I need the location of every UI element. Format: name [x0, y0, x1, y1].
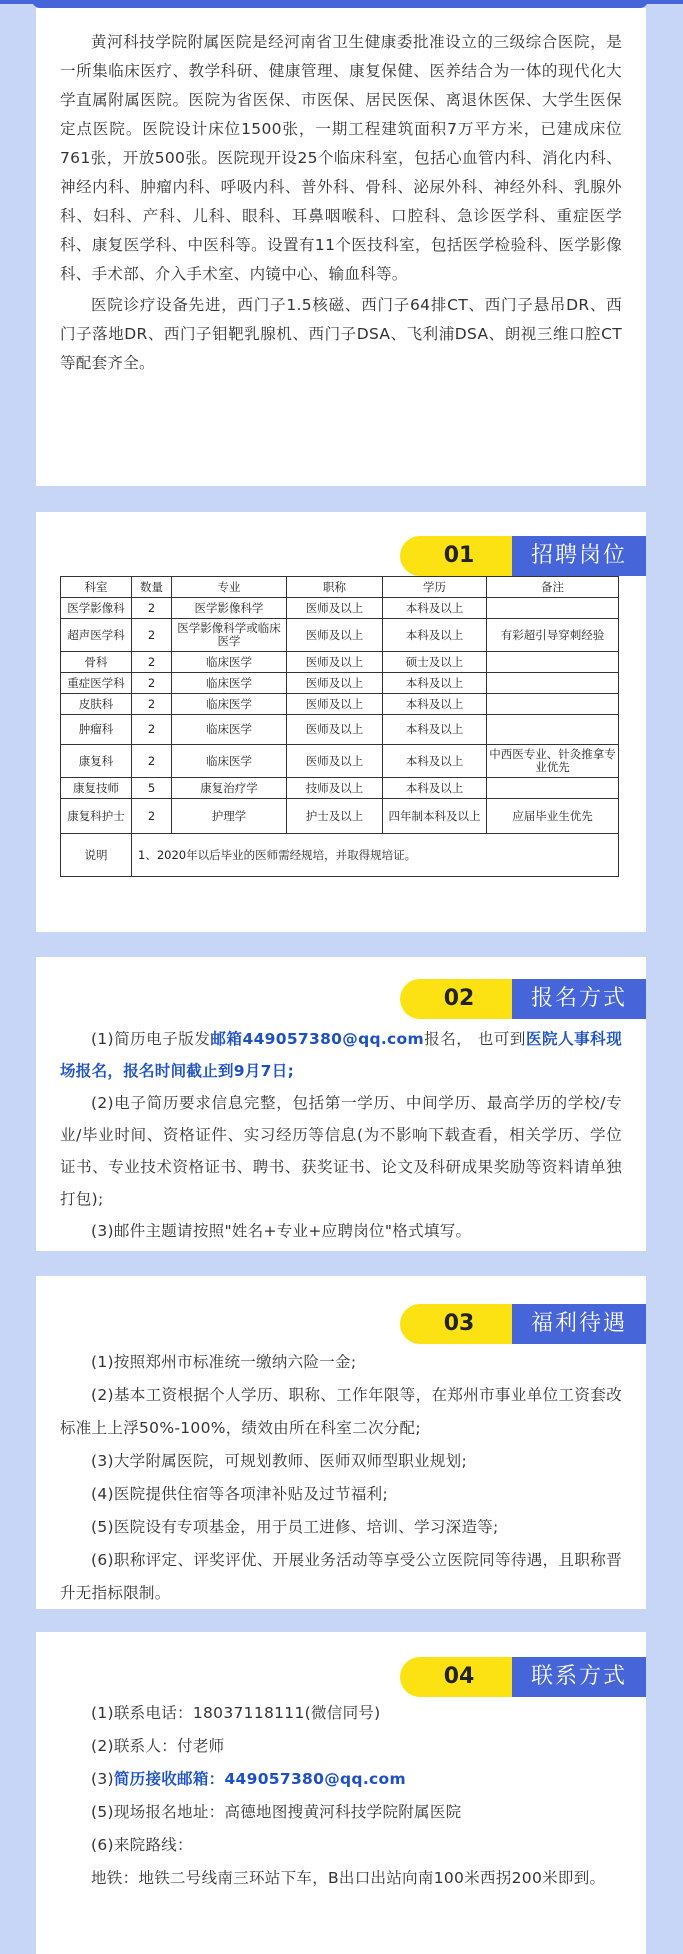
cell-count: 2 [132, 715, 172, 745]
intro-paragraph-2: 医院诊疗设备先进，西门子1.5核磁、西门子64排CT、西门子悬吊DR、西门子落地DR、西门子钼靶乳腺机、西门子DSA、飞利浦DSA、朗视三维口腔CT等配套齐全。 [60, 296, 622, 372]
contact-email-line [60, 1763, 622, 1796]
recruit-card [36, 512, 646, 932]
contact-section-header [36, 1657, 646, 1697]
section-title: 报名方式 [512, 979, 646, 1019]
apply-item-2: (2)电子简历要求信息完整，包括第一学历、中间学历、最高学历的学校/专业/毕业时间、资格证件、实习经历等信息(为不影响下载查看，相关学历、学位证书、专业技术资格证书、聘书、获奖证书、论文及科研成果奖励等资料请单独打包); [60, 1094, 622, 1208]
section-title: 福利待遇 [512, 1304, 646, 1344]
cell-education: 四年制本科及以上 [383, 799, 487, 834]
cell-dept: 重症医学科 [61, 673, 132, 694]
cell-remark [487, 598, 619, 619]
welfare-section-header [36, 1304, 646, 1344]
cell-major: 临床医学 [172, 715, 287, 745]
note-label: 说明 [61, 834, 132, 877]
cell-remark [487, 715, 619, 745]
contact-card [36, 1632, 646, 1954]
section-number: 03 [400, 1304, 518, 1344]
cell-count: 2 [132, 799, 172, 834]
header-dept: 科室 [61, 577, 132, 598]
apply-item-1 [60, 1023, 622, 1087]
section-number: 02 [400, 979, 518, 1019]
apply-item-3: (3)邮件主题请按照"姓名+专业+应聘岗位"格式填写。 [91, 1222, 472, 1240]
table-row [61, 619, 619, 652]
welfare-item: (1)按照郑州市标准统一缴纳六险一金; [91, 1353, 357, 1371]
welfare-item: (6)职称评定、评奖评优、开展业务活动等享受公立医院同等待遇，且职称晋升无指标限制。 [60, 1551, 622, 1602]
cell-major: 临床医学 [172, 745, 287, 778]
cell-education: 本科及以上 [383, 673, 487, 694]
welfare-item: (4)医院提供住宿等各项津补贴及过节福利; [91, 1485, 388, 1503]
cell-count: 2 [132, 619, 172, 652]
contact-email-prefix: (3) [91, 1770, 114, 1788]
cell-dept: 康复科 [61, 745, 132, 778]
cell-dept: 康复科护士 [61, 799, 132, 834]
contact-email-link[interactable]: 简历接收邮箱：449057380@qq.com [113, 1770, 406, 1788]
table-row [61, 745, 619, 778]
note-text: 1、2020年以后毕业的医师需经规培，并取得规培证。 [132, 834, 619, 877]
cell-remark: 应届毕业生优先 [487, 799, 619, 834]
cell-count: 2 [132, 673, 172, 694]
cell-education: 本科及以上 [383, 715, 487, 745]
cell-education: 本科及以上 [383, 694, 487, 715]
recruit-section-header [36, 536, 646, 576]
cell-title: 医师及以上 [287, 619, 383, 652]
cell-count: 5 [132, 778, 172, 799]
cell-count: 2 [132, 598, 172, 619]
cell-major: 康复治疗学 [172, 778, 287, 799]
cell-dept: 医学影像科 [61, 598, 132, 619]
apply-text-a: (1)简历电子版发 [91, 1030, 211, 1048]
cell-title: 医师及以上 [287, 745, 383, 778]
cell-remark [487, 778, 619, 799]
table-header-row [61, 577, 619, 598]
apply-text-b: 报名， 也可到 [423, 1030, 526, 1048]
cell-remark: 有彩超引导穿刺经验 [487, 619, 619, 652]
cell-major: 临床医学 [172, 652, 287, 673]
section-title: 招聘岗位 [512, 536, 646, 576]
cell-major: 临床医学 [172, 694, 287, 715]
cell-remark [487, 673, 619, 694]
top-accent-cap [32, 0, 648, 8]
welfare-item: (5)医院设有专项基金，用于员工进修、培训、学习深造等; [91, 1518, 499, 1536]
jobs-table [60, 576, 619, 877]
cell-count: 2 [132, 694, 172, 715]
table-row [61, 694, 619, 715]
cell-title: 护士及以上 [287, 799, 383, 834]
cell-title: 医师及以上 [287, 694, 383, 715]
contact-route: 地铁：地铁二号线南三环站下车，B出口出站向南100米西拐200米即到。 [91, 1869, 606, 1887]
cell-education: 本科及以上 [383, 745, 487, 778]
cell-major: 临床医学 [172, 673, 287, 694]
welfare-card [36, 1276, 646, 1609]
cell-major: 护理学 [172, 799, 287, 834]
welfare-item: (3)大学附属医院，可规划教师、医师双师型职业规划; [91, 1452, 467, 1470]
contact-address: (5)现场报名地址：高德地图搜黄河科技学院附属医院 [91, 1803, 462, 1821]
apply-onsite-text: 医院人事科现场报名，报名时间截止到9月7日; [60, 1030, 623, 1080]
cell-major: 医学影像科学 [172, 598, 287, 619]
contact-route-label: (6)来院路线： [91, 1836, 193, 1854]
cell-remark: 中西医专业、针灸推拿专业优先 [487, 745, 619, 778]
cell-education: 本科及以上 [383, 619, 487, 652]
header-education: 学历 [383, 577, 487, 598]
contact-phone: (1)联系电话：18037118111(微信同号) [91, 1704, 381, 1722]
cell-title: 技师及以上 [287, 778, 383, 799]
cell-major: 医学影像科学或临床医学 [172, 619, 287, 652]
cell-count: 2 [132, 652, 172, 673]
cell-count: 2 [132, 745, 172, 778]
apply-email-link[interactable]: 邮箱449057380@qq.com [210, 1030, 424, 1048]
cell-title: 医师及以上 [287, 715, 383, 745]
table-row [61, 652, 619, 673]
header-title: 职称 [287, 577, 383, 598]
section-title: 联系方式 [512, 1657, 646, 1697]
cell-remark [487, 652, 619, 673]
cell-title: 医师及以上 [287, 598, 383, 619]
header-major: 专业 [172, 577, 287, 598]
header-count: 数量 [132, 577, 172, 598]
header-remark: 备注 [487, 577, 619, 598]
cell-dept: 肿瘤科 [61, 715, 132, 745]
cell-title: 医师及以上 [287, 652, 383, 673]
table-row [61, 715, 619, 745]
section-number: 04 [400, 1657, 518, 1697]
cell-dept: 康复技师 [61, 778, 132, 799]
cell-dept: 皮肤科 [61, 694, 132, 715]
intro-card [36, 8, 646, 486]
cell-title: 医师及以上 [287, 673, 383, 694]
cell-dept: 骨科 [61, 652, 132, 673]
contact-person: (2)联系人：付老师 [91, 1737, 225, 1755]
welfare-item: (2)基本工资根据个人学历、职称、工作年限等，在郑州市事业单位工资套改标准上上浮50%-100%，绩效由所在科室二次分配; [60, 1386, 622, 1437]
cell-education: 本科及以上 [383, 778, 487, 799]
table-row [61, 598, 619, 619]
section-number: 01 [400, 536, 518, 576]
cell-remark [487, 694, 619, 715]
apply-card [36, 957, 646, 1251]
table-row [61, 799, 619, 834]
intro-paragraph-1: 黄河科技学院附属医院是经河南省卫生健康委批准设立的三级综合医院，是一所集临床医疗、教学科研、健康管理、康复保健、医养结合为一体的现代化大学直属附属医院。医院为省医保、市医保、居民医保、离退休医保、大学生医保定点医院。医院设计床位1500张，一期工程建筑面积7万平方米，已建成床位761张，开放500张。医院现开设25个临床科室，包括心血管内科、消化内科、神经内科、肿瘤内科、呼吸内科、普外科、骨科、泌尿外科、神经外科、乳腺外科、妇科、产科、儿科、眼科、耳鼻咽喉科、口腔科、急诊医学科、重症医学科、康复医学科、中医科等。设置有11个医技科室，包括医学检验科、医学影像科、手术部、介入手术室、内镜中心、输血科等。 [60, 33, 622, 283]
table-note-row [61, 834, 619, 877]
table-row [61, 778, 619, 799]
table-row [61, 673, 619, 694]
cell-dept: 超声医学科 [61, 619, 132, 652]
apply-section-header [36, 979, 646, 1019]
cell-education: 硕士及以上 [383, 652, 487, 673]
cell-education: 本科及以上 [383, 598, 487, 619]
